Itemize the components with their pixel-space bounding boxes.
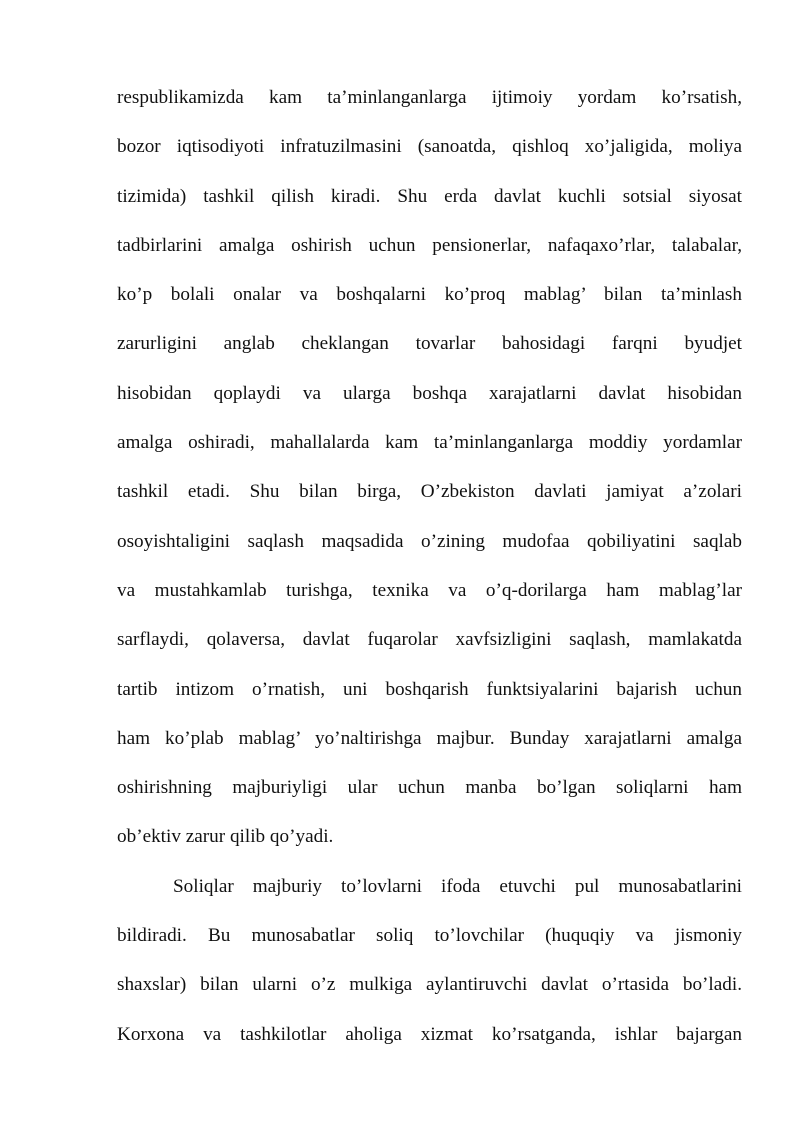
text-line: ham ko’plab mablag’ yo’naltirishga majbur. Bunday xarajatlarni amalga (117, 727, 742, 749)
text-line: ko’p bolali onalar va boshqalarni ko’proq mablag’ bilan ta’minlash (117, 284, 742, 306)
text-line: tartib intizom o’rnatish, uni boshqarish funktsiyalarini bajarish uchun (117, 678, 742, 700)
text-line: Korxona va tashkilotlar aholiga xizmat ko’rsatganda, ishlar bajargan (117, 1023, 742, 1045)
text-line: zarurligini anglab cheklangan tovarlar bahosidagi farqni byudjet (117, 333, 742, 355)
paragraph-1 (117, 73, 742, 862)
text-line: tadbirlarini amalga oshirish uchun pensionerlar, nafaqaxo’rlar, talabalar, (117, 234, 742, 256)
text-line: bildiradi. Bu munosabatlar soliq to’lovchilar (huquqiy va jismoniy (117, 925, 742, 947)
text-line: amalga oshiradi, mahallalarda kam ta’minlanganlarga moddiy yordamlar (117, 432, 742, 454)
text-line: tizimida) tashkil qilish kiradi. Shu erda davlat kuchli sotsial siyosat (117, 185, 742, 207)
text-line: tashkil etadi. Shu bilan birga, O’zbekiston davlati jamiyat a’zolari (117, 481, 742, 503)
text-line: osoyishtaligini saqlash maqsadida o’zining mudofaa qobiliyatini saqlab (117, 530, 742, 552)
text-line: shaxslar) bilan ularni o’z mulkiga aylantiruvchi davlat o’rtasida bo’ladi. (117, 974, 742, 996)
text-line: hisobidan qoplaydi va ularga boshqa xarajatlarni davlat hisobidan (117, 382, 742, 404)
text-line: sarflaydi, qolaversa, davlat fuqarolar xavfsizligini saqlash, mamlakatda (117, 629, 742, 651)
text-line: ob’ektiv zarur qilib qo’yadi. (117, 826, 334, 848)
text-line: oshirishning majburiyligi ular uchun manba bo’lgan soliqlarni ham (117, 777, 742, 799)
text-line: respublikamizda kam ta’minlanganlarga ijtimoiy yordam ko’rsatish, (117, 87, 742, 108)
text-line: bozor iqtisodiyoti infratuzilmasini (sanoatda, qishloq xo’jaligida, moliya (117, 136, 742, 158)
text-line: Soliqlar majburiy to’lovlarni ifoda etuvchi pul munosabatlarini (173, 875, 742, 897)
body-text (117, 73, 742, 1059)
text-line: va mustahkamlab turishga, texnika va o’q-dorilarga ham mablag’lar (117, 579, 742, 601)
paragraph-2 (117, 862, 742, 1059)
